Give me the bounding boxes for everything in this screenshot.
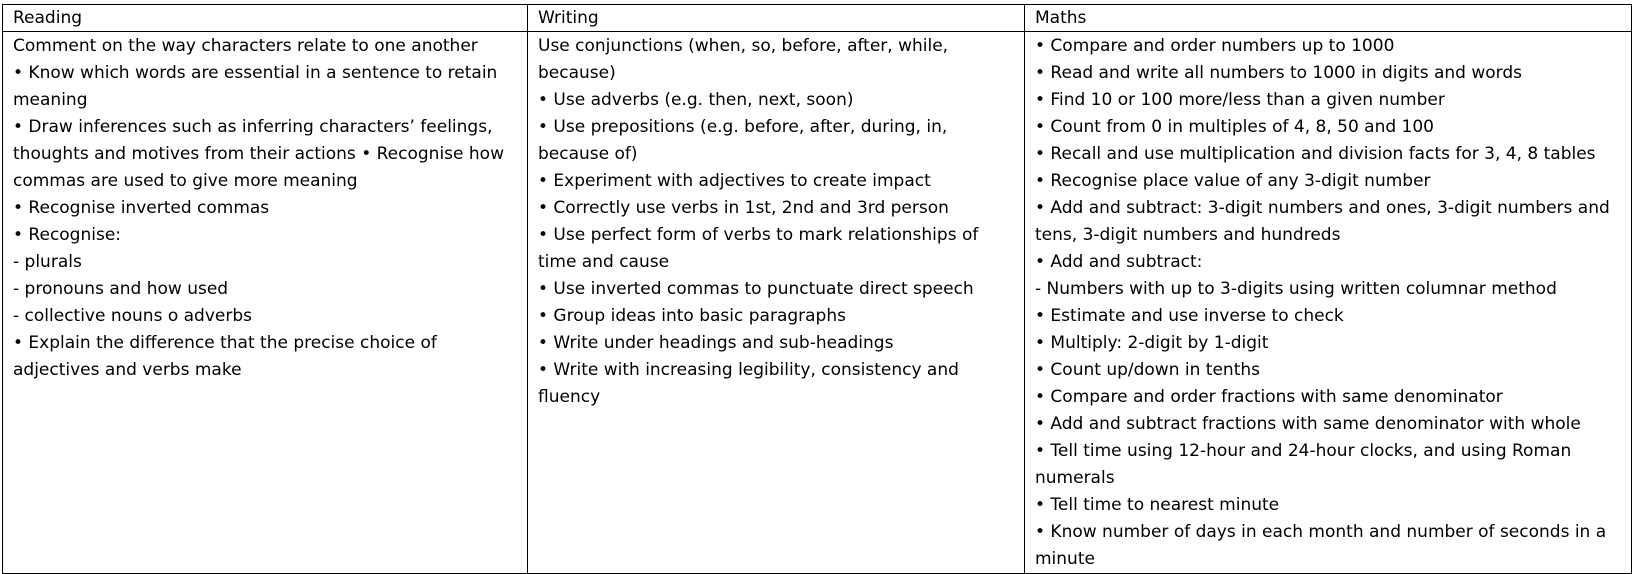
writing-item: • Use inverted commas to punctuate direct speech xyxy=(538,279,974,299)
maths-header: Maths xyxy=(1025,5,1632,32)
writing-item: • Experiment with adjectives to create impact xyxy=(538,171,931,191)
maths-item: • Tell time to nearest minute xyxy=(1035,495,1280,515)
maths-item: • Compare and order fractions with same denominator xyxy=(1035,387,1503,407)
writing-item: • Use prepositions (e.g. before, after, during, in, because of) xyxy=(538,117,948,164)
maths-item: • Count from 0 in multiples of 4, 8, 50 and 100 xyxy=(1035,117,1434,137)
maths-item: • Find 10 or 100 more/less than a given number xyxy=(1035,90,1445,110)
reading-item: Comment on the way characters relate to one another xyxy=(13,36,478,56)
reading-item: • Recognise: xyxy=(13,225,122,245)
writing-item: • Group ideas into basic paragraphs xyxy=(538,306,846,326)
reading-item: - plurals xyxy=(13,252,82,272)
writing-item: • Correctly use verbs in 1st, 2nd and 3rd person xyxy=(538,198,949,218)
writing-item: • Use adverbs (e.g. then, next, soon) xyxy=(538,90,854,110)
maths-item: • Compare and order numbers up to 1000 xyxy=(1035,36,1395,56)
maths-item: • Know number of days in each month and number of seconds in a minute xyxy=(1035,522,1607,569)
reading-item: - pronouns and how used xyxy=(13,279,229,299)
maths-item: • Estimate and use inverse to check xyxy=(1035,306,1344,326)
writing-item: • Write under headings and sub-headings xyxy=(538,333,894,353)
writing-cell xyxy=(528,32,1025,574)
reading-item: • Draw inferences such as inferring characters’ feelings, thoughts and motives from their actions • Recognise how commas are used to give more meaning xyxy=(13,117,504,191)
writing-item: Use conjunctions (when, so, before, after, while, because) xyxy=(538,36,949,83)
maths-item: • Count up/down in tenths xyxy=(1035,360,1260,380)
writing-header: Writing xyxy=(528,5,1025,32)
content-row xyxy=(3,32,1632,574)
maths-item: • Add and subtract: xyxy=(1035,252,1203,272)
maths-item: - Numbers with up to 3-digits using written columnar method xyxy=(1035,279,1557,299)
writing-item: • Write with increasing legibility, consistency and fluency xyxy=(538,360,959,407)
reading-item: • Explain the difference that the precise choice of adjectives and verbs make xyxy=(13,333,437,380)
maths-item: • Recall and use multiplication and division facts for 3, 4, 8 tables xyxy=(1035,144,1596,164)
maths-item: • Tell time using 12-hour and 24-hour clocks, and using Roman numerals xyxy=(1035,441,1572,488)
maths-item: • Add and subtract: 3-digit numbers and ones, 3-digit numbers and tens, 3-digit numbers and hundreds xyxy=(1035,198,1610,245)
reading-header: Reading xyxy=(3,5,528,32)
header-row xyxy=(3,5,1632,32)
maths-cell xyxy=(1025,32,1632,574)
reading-item: - collective nouns o adverbs xyxy=(13,306,253,326)
reading-item: • Recognise inverted commas xyxy=(13,198,270,218)
maths-item: • Recognise place value of any 3-digit number xyxy=(1035,171,1431,191)
writing-item: • Use perfect form of verbs to mark relationships of time and cause xyxy=(538,225,979,272)
maths-item: • Read and write all numbers to 1000 in digits and words xyxy=(1035,63,1522,83)
maths-item: • Add and subtract fractions with same denominator with whole xyxy=(1035,414,1581,434)
maths-item: • Multiply: 2-digit by 1-digit xyxy=(1035,333,1269,353)
curriculum-table xyxy=(2,4,1632,574)
reading-cell xyxy=(3,32,528,574)
reading-item: • Know which words are essential in a sentence to retain meaning xyxy=(13,63,498,110)
